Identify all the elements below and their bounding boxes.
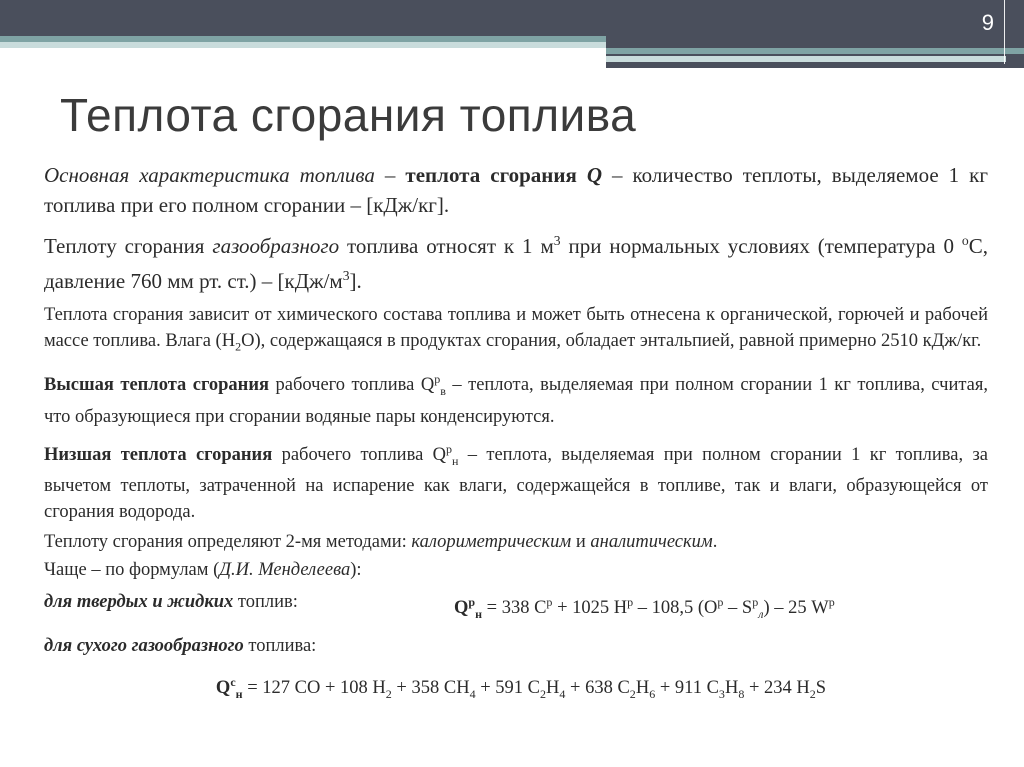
corner-stripe-teal [606, 48, 1024, 54]
formula-solid-liquid [44, 585, 988, 631]
formula-gas-expression: $Q^с_н = 127$ CO + 108 $H_2 + 358$ $CH_4 + 591$ $C_2H_4 + 638$ $C_2H_6 + 911$ $C_3H_8 + 234$ $H_2S$ [215, 675, 827, 702]
corner-stripe-light [606, 56, 1006, 62]
formula-solid-label: для твердых и жидких топлив: [44, 592, 298, 613]
slide-body [44, 160, 988, 715]
paragraph-lower-heat: Низшая теплота сгорания рабочего топлива $Q^р_н$ – теплота, выделяемая при полном сгорании 1 кг топлива, за вычетом теплоты, затраченной на испарение как влаги, содержащейся в топливе, так и влаги, образующейся от сгорания водорода. [44, 441, 988, 523]
formula-solid-expression: $Q^р_н = 338$ $C^р + 1025$ $H^р - 108,5$ $(O^р - S^р_л) - 25$ $W^р$ [454, 595, 835, 622]
slide-title: Теплота сгорания топлива [60, 89, 637, 141]
paragraph-formulas-intro: Чаще – по формулам (Д.И. Менделеева): [44, 560, 362, 581]
corner-divider [1004, 0, 1005, 64]
slide-number: 9 [981, 10, 994, 35]
paragraph-gaseous: Теплоту сгорания газообразного топлива относят к 1 $м^3$ при нормальных условиях (температура 0 $^о$С, давление 760 мм рт. $ст.) - [кДж/м^3]$. [44, 233, 988, 293]
formula-gas-label: для сухого газообразного топлива: [44, 636, 317, 657]
paragraph-definition: Основная характеристика топлива – теплота сгорания Q – количество теплоты, выделяемое 1 кг топлива при его полном сгорании – [кДж/кг]. [44, 163, 989, 217]
paragraph-composition: Теплота сгорания зависит от химического состава топлива и может быть отнесена к органической, горючей и рабочей массе топлива. Влага $(H_2O)$, содержащаяся в продуктах сгорания, обладает энтальпией, равной примерно 2510 кДж/кг. [44, 305, 988, 354]
paragraph-higher-heat: Высшая теплота сгорания рабочего топлива $Q^р_в$ – теплота, выделяемая при полном сгорании 1 кг топлива, считая, что образующиеся при сгорании водяные пары конденсируются. [44, 371, 988, 427]
paragraph-methods: Теплоту сгорания определяют 2-мя методами: калориметрическим и аналитическим. [44, 532, 718, 553]
